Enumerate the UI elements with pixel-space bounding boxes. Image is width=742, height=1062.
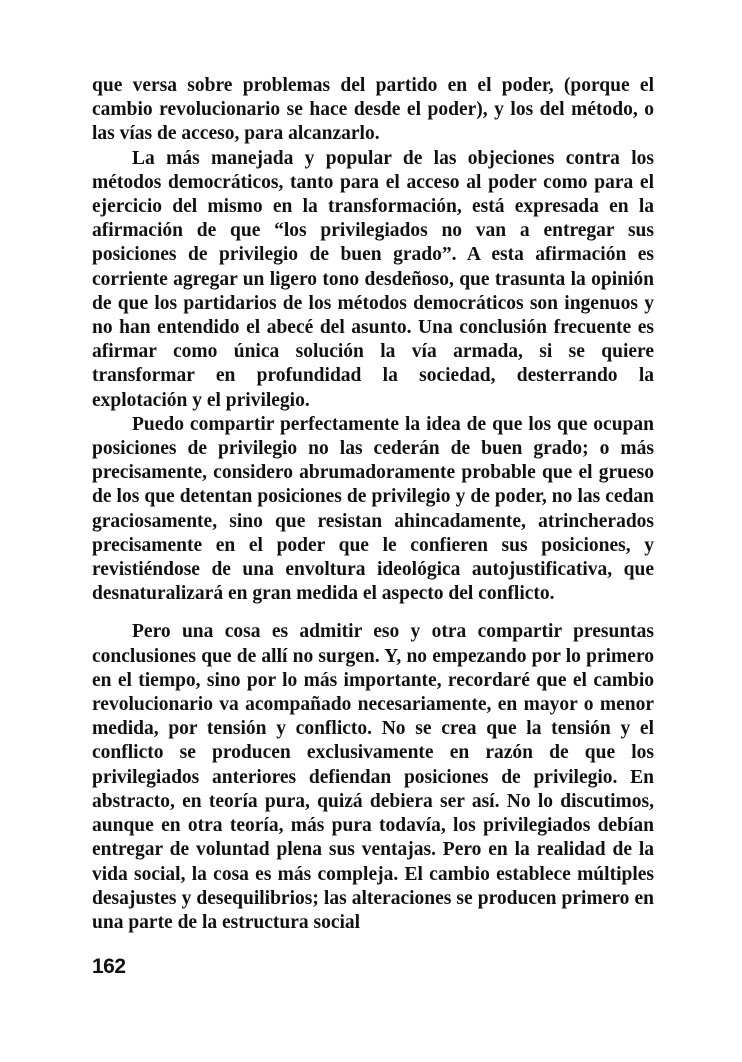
paragraph-continuation: que versa sobre problemas del partido en el poder, (porque el cambio revolucionario se hace desde el poder), y los del método, o las vías de acceso, para alcanzarlo. <box>92 75 654 145</box>
paragraph-privilege: Puedo compartir perfectamente la idea de que los que ocupan posiciones de privilegio no las cederán de buen grado; o más precisamente, considero abrumadoramente probable que el grueso de los que detentan posiciones de privilegio y de poder, no las cedan graciosamente, sino que resistan ahincadamente, atrincherados precisamente en el poder que le confieren sus posiciones, y revistiéndose de una envoltura ideológica autojustificativa, que desnaturalizará en gran medida el aspecto del conflicto. <box>92 413 654 605</box>
paragraph-objections: La más manejada y popular de las objeciones contra los métodos democráticos, tanto para el acceso al poder como para el ejercicio del mismo en la transformación, está expresada en la afirmación de que “los privilegiados no van a entregar sus posiciones de privilegio de buen grado”. A esta afirmación es corriente agregar un ligero tono desdeñoso, que trasunta la opinión de que los partidarios de los métodos democráticos son ingenuos y no han entendido el abecé del asunto. Una conclusión frecuente es afirmar como única solución la vía armada, si se quiere transformar en profundidad la sociedad, desterrando la explotación y el privilegio. <box>92 147 654 411</box>
paragraph-tension-conflict: Pero una cosa es admitir eso y otra compartir presuntas conclusiones que de allí no surgen. Y, no empezando por lo primero en el tiempo, sino por lo más importante, recordaré que el cambio revolucionario va acompañado necesariamente, en mayor o menor medida, por tensión y conflicto. No se crea que la tensión y el conflicto se producen exclusivamente en razón de que los privilegiados anteriores defiendan posiciones de privilegio. En abstracto, en teoría pura, quizá debiera ser así. No lo discutimos, aunque en otra teoría, más pura todavía, los privilegiados debían entregar de voluntad plena sus ventajas. Pero en la realidad de la vida social, la cosa es más compleja. El cambio establece múltiples desajustes y desequilibrios; las alteraciones se producen primero en una parte de la estructura social <box>92 621 654 933</box>
body-text <box>92 74 654 935</box>
page-number: 162 <box>92 955 126 978</box>
